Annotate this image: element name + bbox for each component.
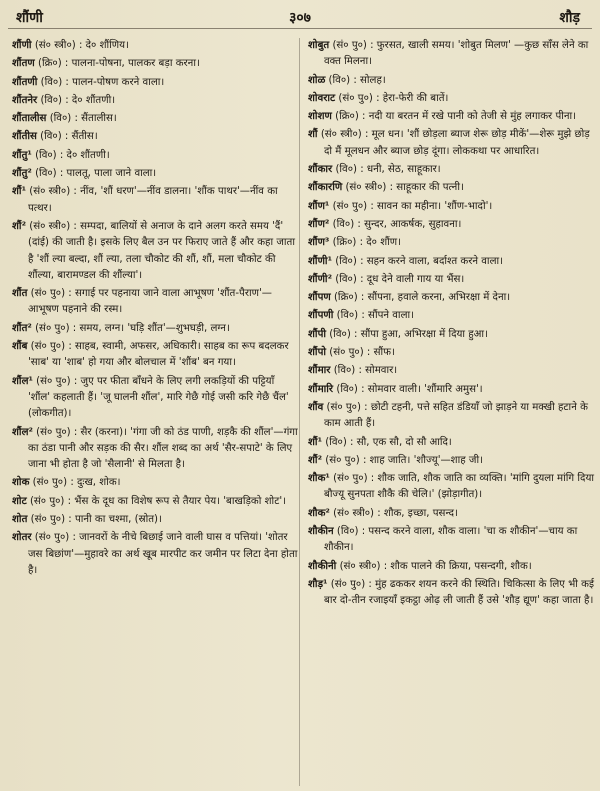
dictionary-entry [12, 129, 298, 145]
entry-definition: (क्रि०) : सौंपना, हवाले करना, अभिरक्षा में देना। [330, 292, 511, 304]
dictionary-entry [308, 290, 594, 306]
entry-headword: शौं² [12, 220, 27, 232]
entry-definition: (वि०) : सौंपा हुआ, अभिरक्षा में दिया हुआ। [326, 328, 488, 340]
entry-definition: (सं० स्त्री०) : नींव, 'शौं धरण'—नींव डालना। 'शौंक पाथर'—नींव का पत्थर। [26, 186, 278, 214]
dictionary-entry [12, 321, 298, 337]
header-left-guideword: शौंणी [16, 10, 43, 26]
entry-definition: (क्रि०) : दे० शौंण। [329, 237, 402, 249]
entry-headword: शोट [12, 495, 27, 507]
entry-headword: शौंतणी [12, 76, 38, 88]
dictionary-entry [12, 148, 298, 164]
dictionary-entry [308, 217, 594, 233]
entry-headword: शौक¹ [308, 473, 330, 485]
entry-headword: शौंण³ [308, 237, 330, 249]
entry-headword: शौंब [12, 341, 28, 353]
entry-headword: शौंकार [308, 164, 333, 176]
entry-definition: (वि०) : सौ, एक सौ, दो सौ आदि। [322, 436, 452, 448]
dictionary-entry [308, 272, 594, 288]
entry-definition: (वि०) : सौंपने वाला। [333, 310, 414, 322]
entry-headword: शौं [308, 129, 318, 141]
entry-headword: शौंण² [308, 218, 330, 230]
dictionary-entry [308, 345, 594, 361]
dictionary-entry [12, 494, 298, 510]
entry-definition: (सं० पु०) : छोटी टहनी, पत्ते सहित डंडियाँ जो झाड़ने या मक्खी हटाने के काम आती हैं। [323, 401, 588, 430]
dictionary-entry [12, 374, 298, 423]
entry-headword: शौंणी [12, 40, 32, 51]
left-column [12, 38, 298, 581]
entry-definition: (सं० स्त्री०) : साहूकार की पत्नी। [342, 182, 464, 194]
dictionary-entry [308, 435, 594, 451]
entry-headword: शौंकारणि [308, 182, 343, 194]
entry-headword: शौंव [308, 401, 324, 413]
entry-definition: (सं० पु०) : दुःख, शोक। [29, 477, 121, 489]
entry-definition: (वि०) : दूध देने वाली गाय या भैंस। [332, 273, 465, 285]
dictionary-entry [308, 308, 594, 324]
dictionary-entry [12, 339, 298, 372]
entry-headword: शौंपण [308, 292, 331, 304]
entry-headword: शौंल² [12, 426, 33, 438]
entry-definition: (क्रि०) : नदी या बरतन में रखे पानी को तेजी से मुंह लगाकर पीना। [331, 111, 577, 123]
dictionary-entry [308, 199, 594, 215]
dictionary-entry [308, 38, 594, 71]
page-header [10, 6, 590, 28]
entry-definition: (वि०) : सोमवार। [330, 365, 398, 377]
dictionary-entry [12, 56, 298, 72]
entry-headword: शौंमार [308, 365, 331, 377]
entry-definition: (सं० पु०) : सौंफ। [326, 347, 395, 359]
entry-definition: (सं० स्त्री०) : शौक पालने की क्रिया, पसन्दगी, शौक। [336, 560, 532, 572]
entry-headword: शौंतीस [12, 131, 37, 143]
entry-definition: (सं० पु०) : सैर (करना)। 'गंगा जी को ठंड पाणी, शड़कै की शौंल'—गंगा का ठंडा पानी और सड़क की सैर। शौंल शब्द का अर्थ 'सैर-सपाटे' के लिए जाना भी होता है जो 'सैलानी' से मिलता है। [28, 426, 298, 471]
entry-headword: शोळ [308, 74, 326, 86]
entry-headword: शौंतण [12, 58, 35, 70]
entry-headword: शौंल¹ [12, 375, 33, 387]
entry-definition: (वि०) : सुन्दर, आकर्षक, सुहावना। [329, 218, 462, 230]
entry-definition: (क्रि०) : पालना-पोषना, पालकर बड़ा करना। [34, 58, 200, 70]
entry-headword: शोक [12, 477, 30, 489]
entry-definition: (सं० पु०) : शाह जाति। 'शौज्यू'—शाह जी। [322, 454, 483, 466]
entry-headword: शौकीन [308, 526, 334, 538]
entry-definition: (वि०) : पसन्द करने वाला, शौक वाला। 'चा क शौकीन'—चाय का शौकीन। [324, 526, 578, 554]
entry-headword: शौं¹ [308, 436, 323, 448]
dictionary-entry [308, 91, 594, 107]
dictionary-entry [12, 530, 298, 579]
dictionary-entry [12, 475, 298, 491]
dictionary-entry [308, 363, 594, 379]
entry-definition: (वि०) : सैंतालीस। [46, 113, 117, 125]
dictionary-entry [12, 111, 298, 127]
entry-definition: (सं० पु०) : समय, लग्न। 'घड़ि शौंत'—शुभघड़ी, लग्न। [31, 322, 230, 334]
dictionary-entry [308, 162, 594, 178]
entry-definition: (वि०) : सोलह। [325, 74, 386, 86]
dictionary-entry [308, 400, 594, 433]
entry-definition: (सं० पु०) : जानवरों के नीचे बिछाई जाने वाली घास व पत्तियां। 'शोतर जस बिछांण'—मुहावरे का अर्थ खूब मारपीट कर जमीन पर लिटा देना होता है। [28, 532, 298, 576]
entry-definition: (सं० पु०) : मुंह ढककर शयन करने की स्थिति। चिकित्सा के लिए भी कई बार दो-तीन रजाइयाँ इकट्ठा ओढ़ ली जाती हैं उसे 'शौड़ द्यूण' कहा जाता है। [324, 578, 594, 607]
dictionary-entry [308, 327, 594, 343]
entry-headword: शौंण¹ [308, 200, 330, 212]
entry-headword: शौंतनेर [12, 94, 38, 106]
dictionary-entry [308, 577, 594, 610]
entry-definition: (सं० पु०) : सावन का महीना। 'शौंण-भादो'। [329, 200, 493, 212]
dictionary-entry [308, 506, 594, 522]
column-divider [299, 38, 300, 786]
dictionary-entry [308, 109, 594, 125]
entry-definition: (वि०) : सहन करने वाला, बर्दाश्त करने वाला। [332, 255, 503, 267]
dictionary-entry [308, 254, 594, 270]
dictionary-entry [308, 471, 594, 504]
entry-definition: (सं० पु०) : सगाई पर पहनाया जाने वाला आभूषण 'शौंत-पैराण'—आभूषण पहनाने की रस्म। [27, 288, 272, 316]
header-rule [8, 28, 592, 29]
entry-definition: (वि०) : पालन-पोषण करने वाला। [37, 76, 165, 88]
entry-headword: शौंपणी [308, 310, 334, 322]
entry-definition: (सं० पु०) : हेरा-फेरी की बातें। [335, 92, 449, 104]
dictionary-entry [308, 453, 594, 469]
entry-definition: (वि०) : धनी, सेठ, साहूकार। [332, 164, 441, 176]
entry-headword: शौंत [12, 288, 28, 300]
entry-definition: (सं० पु०) : शौक जाति, शौक जाति का व्यक्ति। 'मांगि दुयला मांगि दिया बौज्यू सुनपता शौकै की चेलि।' (झोड़ागीत)। [324, 473, 595, 501]
entry-definition: (वि०) : सोमवार वाली। 'शौंमारि अमुस'। [333, 383, 483, 395]
dictionary-entry [12, 512, 298, 528]
entry-headword: शोत [12, 514, 28, 526]
dictionary-entry [12, 93, 298, 109]
dictionary-entry [308, 382, 594, 398]
entry-definition: (सं० स्त्री०) : दे० शौंणिय। [31, 40, 129, 51]
dictionary-entry [12, 38, 298, 54]
dictionary-entry [308, 235, 594, 251]
dictionary-entry [12, 286, 298, 319]
entry-definition: (सं० पु०) : जुए पर फीता बाँधने के लिए लगी लकड़ियों की पट्टियाँ 'शौंल' कहलाती हैं। 'जू घालनी शौंल', मारि गेछै गोई जसी करि गेछै चैंल' (लोकगीत)। [28, 375, 289, 420]
dictionary-entry [308, 559, 594, 575]
entry-headword: शौंणी¹ [308, 255, 333, 267]
dictionary-entry [308, 127, 594, 160]
entry-headword: शोवराट [308, 92, 336, 104]
entry-definition: (सं० पु०) : फुरसत, खाली समय। 'शोबुत मिलण' —कुछ साँस लेने का वक्त मिलना। [324, 40, 589, 68]
dictionary-entry [12, 184, 298, 217]
dictionary-entry [308, 73, 594, 89]
entry-headword: शौंतु¹ [12, 149, 32, 161]
dictionary-entry [12, 219, 298, 284]
entry-headword: शौंणी² [308, 273, 333, 285]
dictionary-entry [308, 524, 594, 557]
entry-headword: शौंमारि [308, 383, 334, 395]
entry-definition: (सं० पु०) : भैंस के दूध का विशेष रूप से तैयार पेय। 'बाखड़िको शोट'। [26, 495, 286, 507]
entry-headword: शौकीनी [308, 560, 337, 572]
entry-headword: शोतर [12, 532, 32, 544]
right-column [308, 38, 594, 612]
entry-headword: शौंतु² [12, 168, 32, 180]
entry-headword: शौं² [308, 454, 323, 466]
entry-definition: (वि०) : सैंतीस। [36, 131, 98, 143]
entry-definition: (सं० स्त्री०) : शौक, इच्छा, पसन्द। [329, 507, 458, 519]
dictionary-entry [12, 75, 298, 91]
entry-headword: शोबुत [308, 40, 330, 51]
entry-headword: शौंत² [12, 322, 32, 334]
entry-definition: (सं० पु०) : साहब, स्वामी, अफसर, अधिकारी। साहब का रूप बदलकर 'साब' या 'शाब' हो गया और बोलचाल में 'शौंब' बन गया। [27, 341, 289, 369]
entry-definition: (वि०) : पालतू, पाला जाने वाला। [31, 168, 157, 180]
header-right-guideword: शौड़ [559, 10, 580, 26]
entry-definition: (सं० स्त्री०) : सम्पदा, बालियों से अनाज के दाने अलग करते समय 'दैं' (दांई) की जाती है। इसके लिए बैल उन पर फिराए जाते हैं और कहा जाता है 'शौं ल्या बल्दा, शौं ल्या, तला चौकोट की शौं, शौं, मला चौकोट की शौंल्या, बारामण्डल की शौंल्या'। [26, 220, 295, 281]
entry-headword: शौड़¹ [308, 578, 328, 590]
entry-definition: (वि०) : दे० शौंतणी। [37, 94, 116, 106]
entry-headword: शौं¹ [12, 186, 27, 198]
entry-headword: शोशण [308, 111, 332, 123]
entry-definition: (सं० स्त्री०) : मूल धन। 'शौं छोड़ला ब्याज शेरू छोड़ मीकें'—शेरू मुझे छोड़ दो मैं मूलधन और ब्याज छोड़ दूंगा। लोककथा पर आधारित। [317, 129, 590, 157]
dictionary-entry [308, 180, 594, 196]
dictionary-entry [12, 425, 298, 474]
dictionary-entry [12, 166, 298, 182]
entry-headword: शौंतालीस [12, 113, 47, 125]
entry-definition: (सं० पु०) : पानी का चश्मा, (स्रोत)। [27, 514, 162, 526]
entry-headword: शौक² [308, 507, 330, 519]
page-number: ३०७ [289, 10, 311, 26]
entry-definition: (वि०) : दे० शौंतणी। [31, 149, 110, 161]
entry-headword: शौंपी [308, 328, 326, 340]
entry-headword: शौंपो [308, 347, 326, 359]
